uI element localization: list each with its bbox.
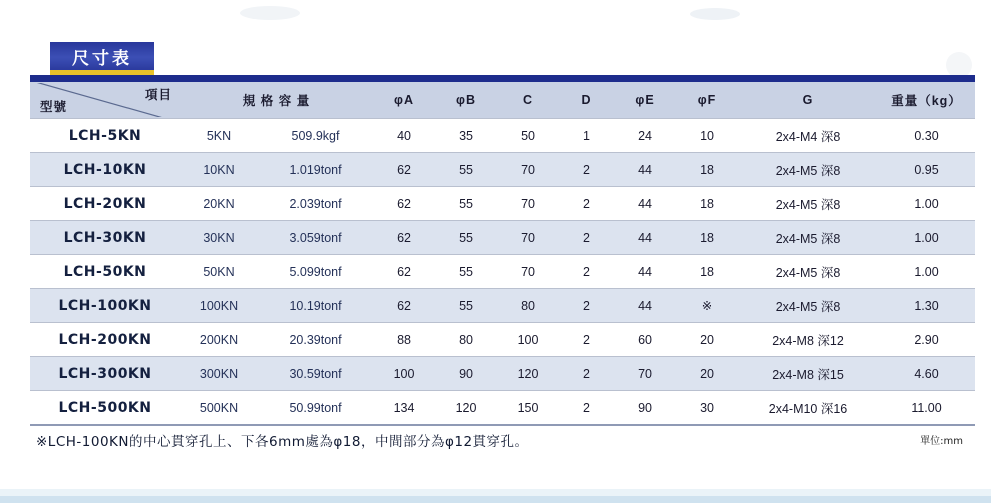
table-row <box>30 187 975 221</box>
cell-capacity-kgf: 2.039tonf <box>258 187 373 221</box>
cell-weight: 2.90 <box>878 323 975 357</box>
cell-D: 2 <box>559 289 614 323</box>
table-top-bar <box>30 75 975 82</box>
table-row <box>30 221 975 255</box>
cell-phiA: 62 <box>373 289 435 323</box>
table-header <box>30 82 975 119</box>
cell-C: 120 <box>497 357 559 391</box>
cell-G: 2x4-M4 深8 <box>738 119 878 153</box>
cell-phiB: 55 <box>435 255 497 289</box>
cell-phiA: 88 <box>373 323 435 357</box>
cell-capacity-kn: 20KN <box>180 187 258 221</box>
header-capacity: 規 格 容 量 <box>180 82 373 119</box>
scan-artifact <box>690 8 740 20</box>
unit-note: 單位:mm <box>920 436 963 447</box>
cell-phiB: 90 <box>435 357 497 391</box>
cell-phiA: 134 <box>373 391 435 425</box>
table-row <box>30 357 975 391</box>
cell-capacity-kgf: 20.39tonf <box>258 323 373 357</box>
table-body <box>30 119 975 425</box>
cell-phiF: 18 <box>676 255 738 289</box>
cell-G: 2x4-M5 深8 <box>738 187 878 221</box>
cell-phiE: 44 <box>614 221 676 255</box>
cell-phiB: 55 <box>435 153 497 187</box>
table-header-row <box>30 82 975 119</box>
cell-D: 2 <box>559 255 614 289</box>
cell-phiB: 80 <box>435 323 497 357</box>
cell-model: LCH-50KN <box>30 255 180 289</box>
cell-weight: 4.60 <box>878 357 975 391</box>
cell-model: LCH-30KN <box>30 221 180 255</box>
cell-D: 2 <box>559 391 614 425</box>
cell-G: 2x4-M5 深8 <box>738 289 878 323</box>
cell-capacity-kgf: 10.19tonf <box>258 289 373 323</box>
cell-weight: 1.30 <box>878 289 975 323</box>
cell-model: LCH-200KN <box>30 323 180 357</box>
section-title-label: 尺寸表 <box>72 48 132 69</box>
cell-phiA: 62 <box>373 153 435 187</box>
cell-D: 2 <box>559 153 614 187</box>
cell-phiB: 55 <box>435 187 497 221</box>
cell-model: LCH-500KN <box>30 391 180 425</box>
cell-phiF: 10 <box>676 119 738 153</box>
cell-capacity-kgf: 5.099tonf <box>258 255 373 289</box>
cell-phiF: 20 <box>676 323 738 357</box>
cell-weight: 0.95 <box>878 153 975 187</box>
cell-phiF: 30 <box>676 391 738 425</box>
cell-phiF: 18 <box>676 187 738 221</box>
cell-G: 2x4-M5 深8 <box>738 255 878 289</box>
footnote-text: ※LCH-100KN的中心貫穿孔上、下各6mm處為φ18，中間部分為φ12貫穿孔。 <box>36 434 529 450</box>
table-row <box>30 289 975 323</box>
cell-phiB: 55 <box>435 289 497 323</box>
cell-D: 2 <box>559 357 614 391</box>
cell-phiF: ※ <box>676 289 738 323</box>
cell-phiE: 44 <box>614 289 676 323</box>
cell-C: 70 <box>497 255 559 289</box>
cell-capacity-kn: 500KN <box>180 391 258 425</box>
cell-capacity-kgf: 1.019tonf <box>258 153 373 187</box>
cell-phiE: 44 <box>614 255 676 289</box>
cell-model: LCH-5KN <box>30 119 180 153</box>
cell-phiE: 60 <box>614 323 676 357</box>
cell-model: LCH-20KN <box>30 187 180 221</box>
table-corner-header <box>30 82 180 119</box>
cell-G: 2x4-M10 深16 <box>738 391 878 425</box>
cell-G: 2x4-M8 深15 <box>738 357 878 391</box>
cell-phiB: 55 <box>435 221 497 255</box>
cell-phiF: 18 <box>676 153 738 187</box>
cell-phiE: 70 <box>614 357 676 391</box>
cell-G: 2x4-M5 深8 <box>738 153 878 187</box>
cell-phiB: 35 <box>435 119 497 153</box>
cell-phiE: 44 <box>614 153 676 187</box>
cell-capacity-kn: 50KN <box>180 255 258 289</box>
cell-capacity-kn: 30KN <box>180 221 258 255</box>
table-row <box>30 153 975 187</box>
cell-capacity-kn: 5KN <box>180 119 258 153</box>
header-D: D <box>559 82 614 119</box>
page-bottom-band-light <box>0 489 991 496</box>
cell-phiF: 18 <box>676 221 738 255</box>
cell-capacity-kgf: 30.59tonf <box>258 357 373 391</box>
corner-model-label: 型號 <box>40 100 68 114</box>
table-bottom-rule <box>30 424 975 426</box>
header-phiF: φF <box>676 82 738 119</box>
cell-capacity-kn: 200KN <box>180 323 258 357</box>
cell-phiA: 62 <box>373 221 435 255</box>
dimension-table-container <box>30 75 975 425</box>
scan-artifact <box>240 6 300 20</box>
cell-D: 1 <box>559 119 614 153</box>
table-row <box>30 255 975 289</box>
table-row <box>30 391 975 425</box>
cell-D: 2 <box>559 323 614 357</box>
cell-capacity-kn: 100KN <box>180 289 258 323</box>
section-title-tab <box>50 42 154 70</box>
cell-C: 80 <box>497 289 559 323</box>
dimension-table <box>30 82 975 425</box>
cell-model: LCH-300KN <box>30 357 180 391</box>
cell-G: 2x4-M8 深12 <box>738 323 878 357</box>
cell-capacity-kgf: 3.059tonf <box>258 221 373 255</box>
cell-phiB: 120 <box>435 391 497 425</box>
cell-C: 70 <box>497 153 559 187</box>
cell-G: 2x4-M5 深8 <box>738 221 878 255</box>
cell-model: LCH-100KN <box>30 289 180 323</box>
cell-capacity-kgf: 50.99tonf <box>258 391 373 425</box>
header-G: G <box>738 82 878 119</box>
cell-weight: 11.00 <box>878 391 975 425</box>
cell-C: 70 <box>497 187 559 221</box>
corner-item-label: 項目 <box>144 88 172 102</box>
cell-phiA: 100 <box>373 357 435 391</box>
cell-capacity-kn: 10KN <box>180 153 258 187</box>
header-weight: 重量（kg） <box>878 82 975 119</box>
cell-weight: 0.30 <box>878 119 975 153</box>
cell-C: 70 <box>497 221 559 255</box>
cell-phiA: 62 <box>373 255 435 289</box>
cell-model: LCH-10KN <box>30 153 180 187</box>
cell-C: 150 <box>497 391 559 425</box>
cell-D: 2 <box>559 221 614 255</box>
cell-weight: 1.00 <box>878 187 975 221</box>
cell-weight: 1.00 <box>878 221 975 255</box>
header-C: C <box>497 82 559 119</box>
page-bottom-band <box>0 496 991 503</box>
cell-phiE: 90 <box>614 391 676 425</box>
table-row <box>30 323 975 357</box>
cell-phiE: 44 <box>614 187 676 221</box>
cell-phiE: 24 <box>614 119 676 153</box>
header-phiB: φB <box>435 82 497 119</box>
header-phiE: φE <box>614 82 676 119</box>
cell-phiA: 62 <box>373 187 435 221</box>
cell-C: 100 <box>497 323 559 357</box>
cell-capacity-kgf: 509.9kgf <box>258 119 373 153</box>
header-phiA: φA <box>373 82 435 119</box>
cell-phiA: 40 <box>373 119 435 153</box>
cell-weight: 1.00 <box>878 255 975 289</box>
cell-C: 50 <box>497 119 559 153</box>
table-row <box>30 119 975 153</box>
cell-D: 2 <box>559 187 614 221</box>
cell-phiF: 20 <box>676 357 738 391</box>
cell-capacity-kn: 300KN <box>180 357 258 391</box>
